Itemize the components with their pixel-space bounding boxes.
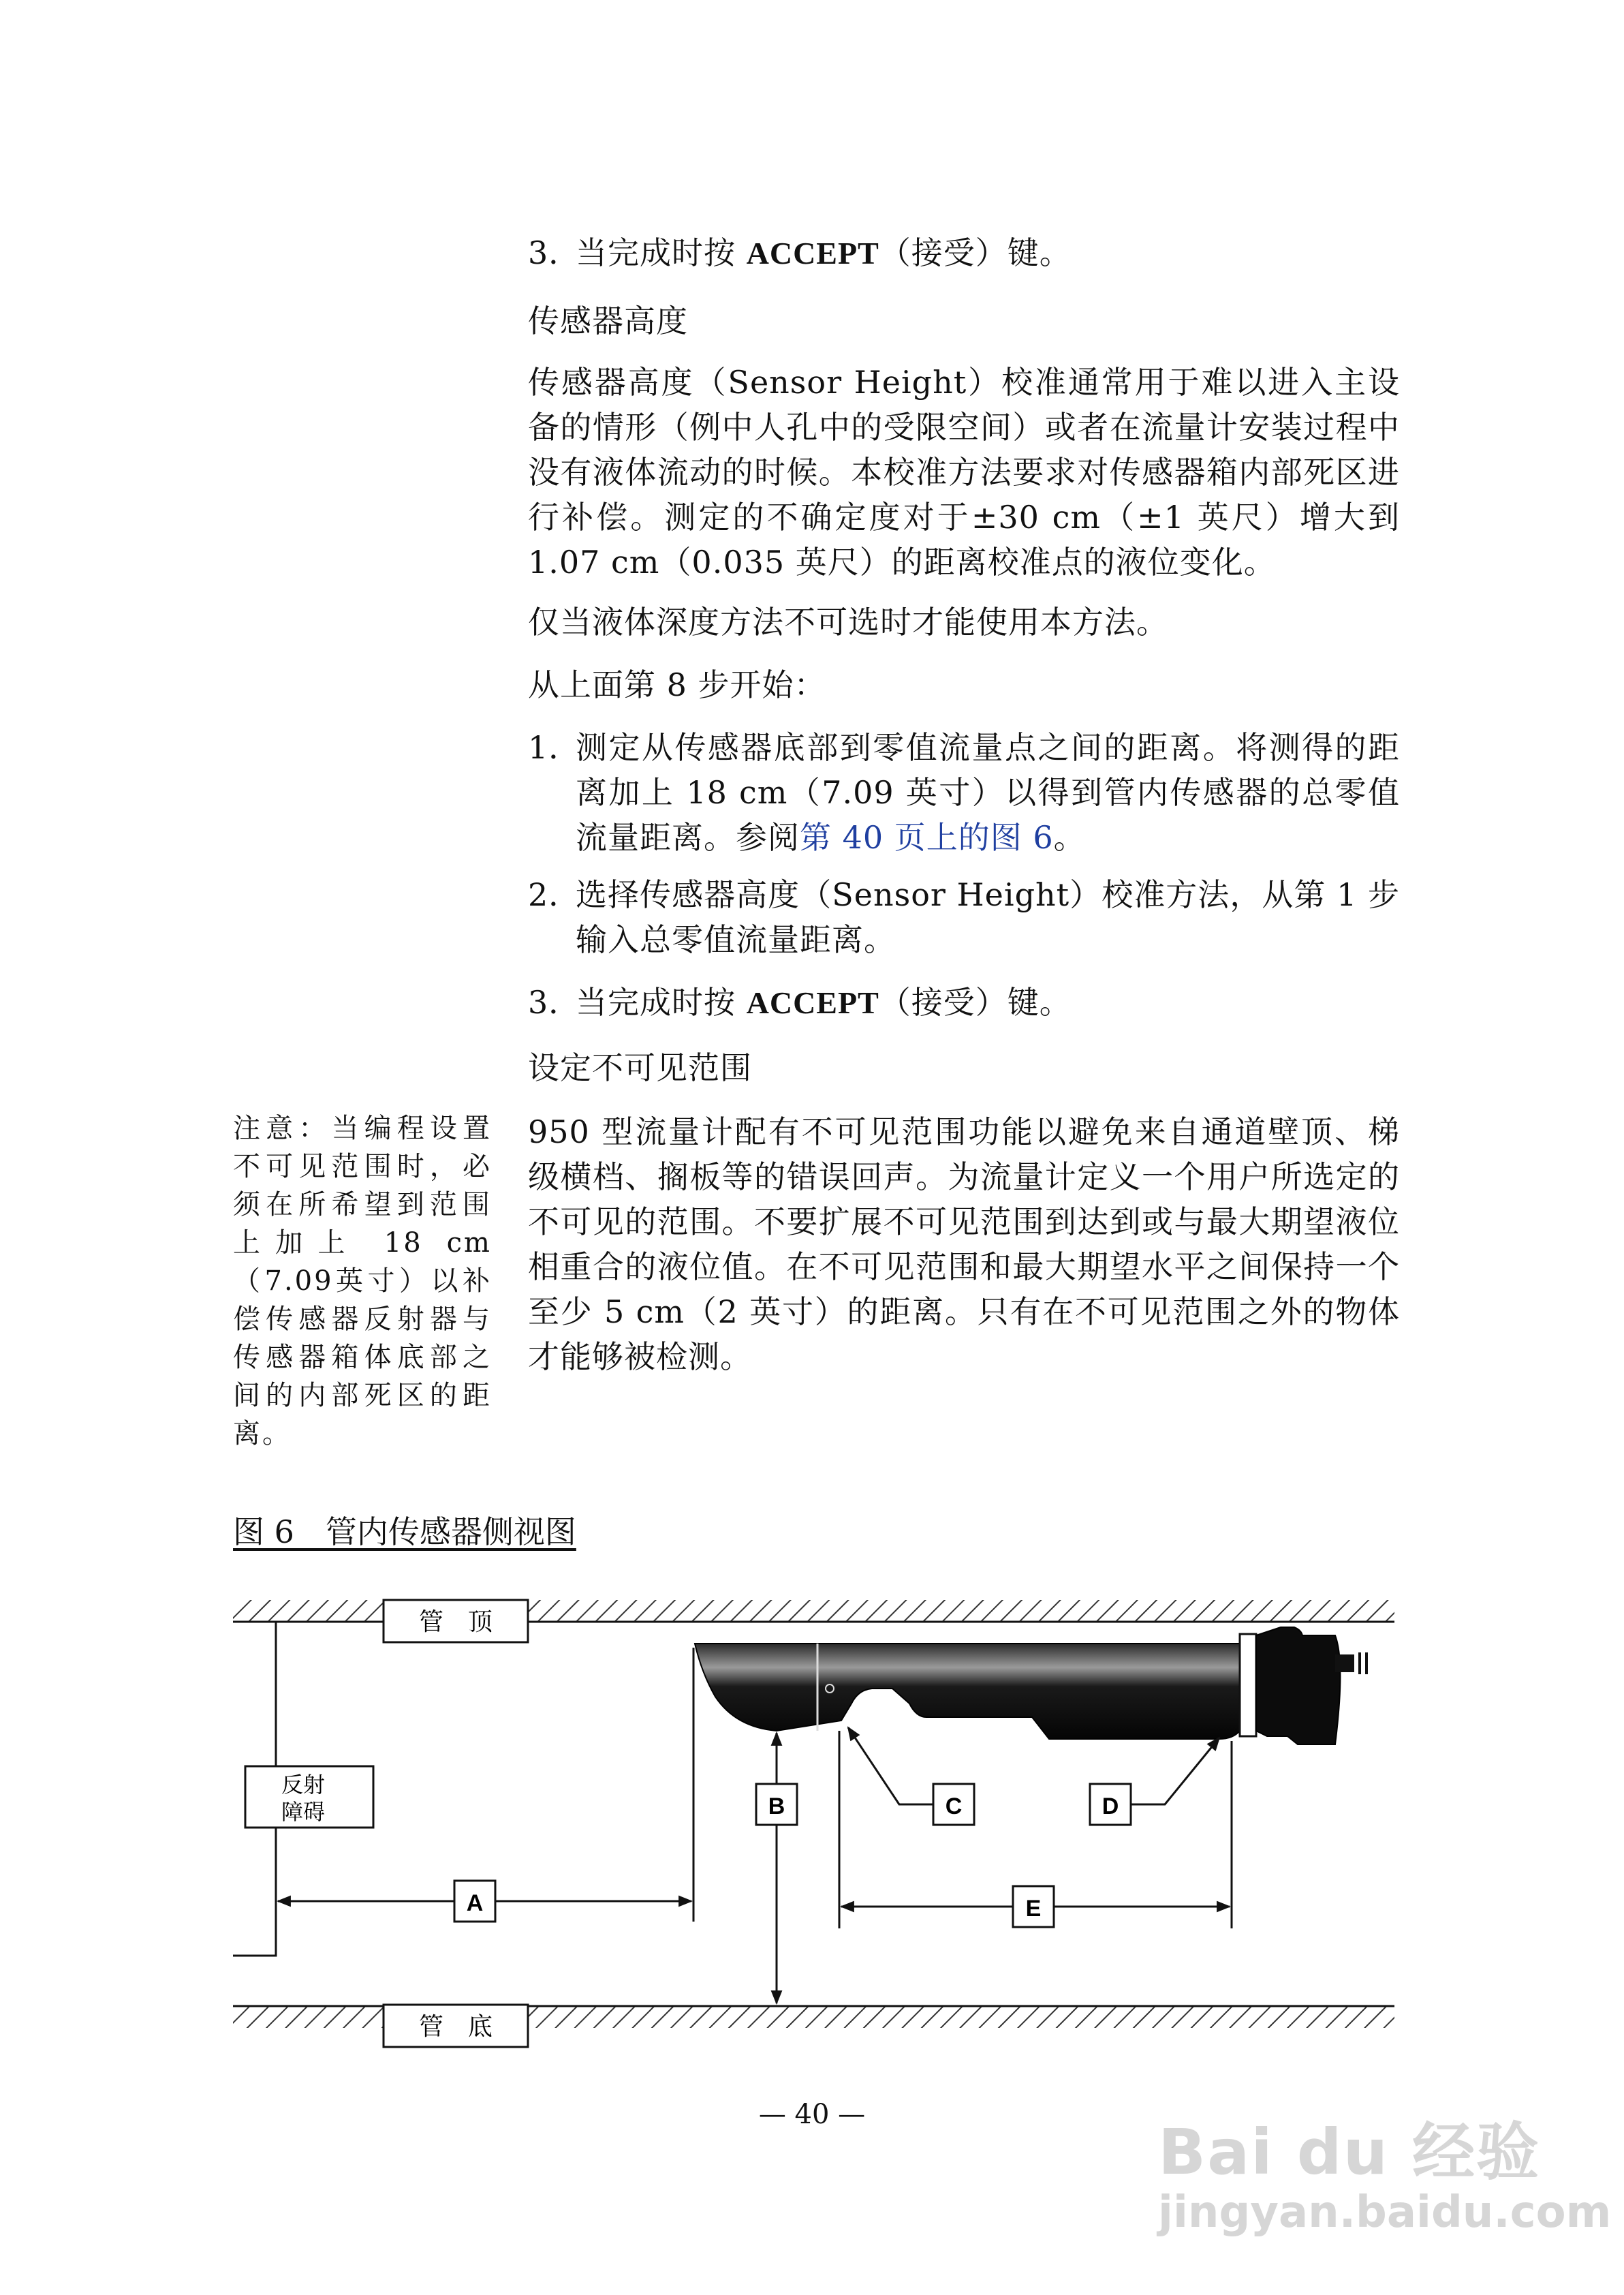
figure-6-link[interactable]: 第 40 页上的图 6 bbox=[800, 819, 1054, 856]
accept-key: ACCEPT bbox=[746, 236, 879, 271]
reflective-obstacle bbox=[233, 1622, 373, 1956]
heading-invisible-range: 设定不可见范围 bbox=[528, 1049, 752, 1086]
step-text-end: （接受）键。 bbox=[879, 234, 1072, 271]
baidu-watermark-logo: Bai du 经验 bbox=[1158, 2116, 1541, 2189]
step-number: 1． bbox=[528, 729, 581, 766]
step-number: 2． bbox=[528, 876, 581, 913]
callout-c-group bbox=[848, 1727, 974, 1825]
heading-sensor-height: 传感器高度 bbox=[528, 303, 688, 339]
paragraph-only-when: 仅当液体深度方法不可选时才能使用本方法。 bbox=[528, 604, 1168, 641]
figure-caption: 图 6 管内传感器侧视图 bbox=[233, 1513, 576, 1550]
note-text: 当编程设置不可见范围时，必须在所希望到范围上加上 18 cm（7.09英寸）以补偿传感器反射器与传感器箱体底部之间的内部死区的距离。 bbox=[233, 1113, 493, 1449]
callout-b: B bbox=[768, 1793, 785, 1819]
step-text: 测定从传感器底部到零值流量点之间的距离。将测得的距离加上 18 cm（7.09 英寸）以得到管内传感器的总零值流量距离。参阅 bbox=[576, 729, 1400, 856]
callout-c: C bbox=[945, 1793, 963, 1819]
step-number: 3． bbox=[528, 984, 581, 1021]
pipe-top-label: 管 顶 bbox=[418, 1608, 493, 1636]
step-text-end: （接受）键。 bbox=[879, 984, 1072, 1021]
obstacle-label-line-1: 反射 bbox=[281, 1772, 326, 1798]
paragraph-invisible-range: 950 型流量计配有不可见范围功能以避免来自通道壁顶、梯级横档、搁板等的错误回声。为流量计定义一个用户所选定的不可见的范围。不要扩展不可见范围到达到或与最大期望液位相重合的液位值。在不可见范围和最大期望水平之间保持一个至少 5 cm（2 英寸）的距离。只有在不可见范围之外的物体才能够被检测。 bbox=[528, 1113, 1400, 1375]
callout-d: D bbox=[1102, 1793, 1119, 1819]
note-label: 注意： bbox=[233, 1113, 332, 1144]
callout-d-group bbox=[1090, 1738, 1219, 1825]
obstacle-label-line-2: 障碍 bbox=[281, 1799, 326, 1825]
dimension-e bbox=[839, 1731, 1232, 1928]
step-text-end: 。 bbox=[1053, 819, 1086, 856]
step-text: 当完成时按 bbox=[576, 984, 747, 1021]
step-text: 选择传感器高度（Sensor Height）校准方法，从第 1 步输入总零值流量距离。 bbox=[576, 876, 1400, 958]
step-number: 3． bbox=[528, 234, 581, 271]
callout-a: A bbox=[466, 1890, 484, 1916]
accept-key: ACCEPT bbox=[746, 985, 879, 1020]
paragraph-start-from: 从上面第 8 步开始： bbox=[528, 666, 826, 703]
baidu-watermark-url: jingyan.baidu.com bbox=[1158, 2187, 1612, 2238]
paragraph-sensor-height: 传感器高度（Sensor Height）校准通常用于难以进入主设备的情形（例中人孔中的受限空间）或者在流量计安装过程中没有液体流动的时候。本校准方法要求对传感器箱内部死区进行补偿。测定的不确定度对于±30 cm（±1 英尺）增大到 1.07 cm（0.035 英尺）的距离校准点的液位变化。 bbox=[528, 364, 1400, 581]
dimension-b bbox=[756, 1733, 797, 2003]
pipe-bottom-label: 管 底 bbox=[418, 2013, 493, 2041]
callout-e: E bbox=[1025, 1896, 1042, 1922]
step-text: 当完成时按 bbox=[576, 234, 747, 271]
page-number: — 40 — bbox=[758, 2099, 866, 2130]
sensor-body bbox=[695, 1627, 1367, 1744]
